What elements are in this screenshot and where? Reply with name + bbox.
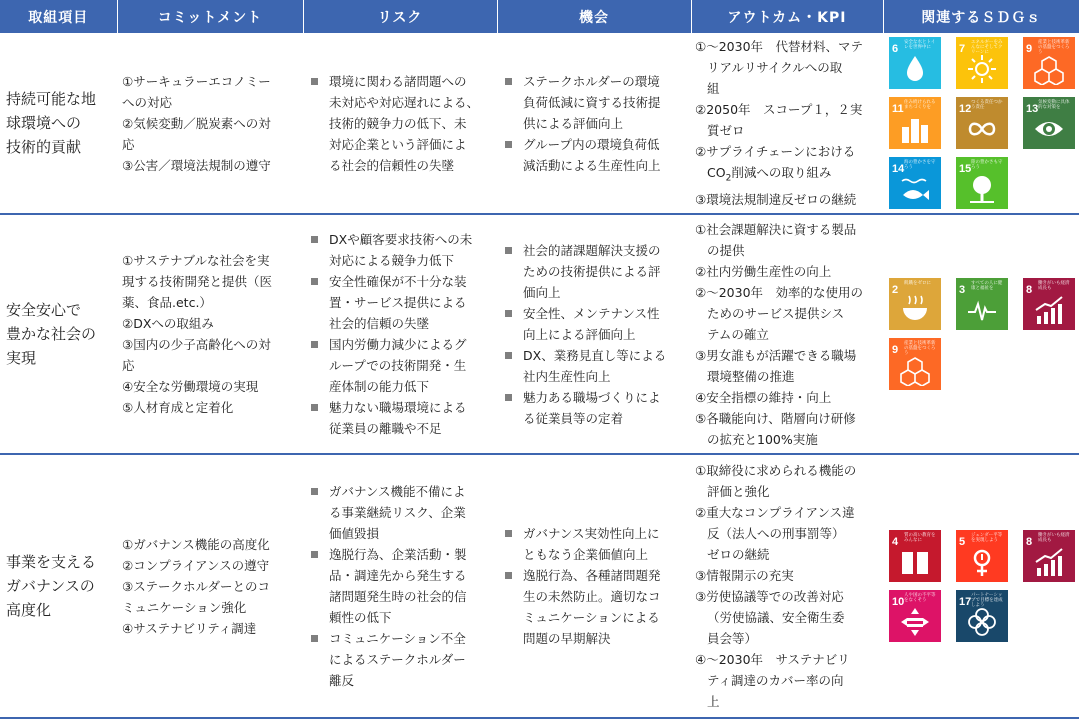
eye-globe-icon [1033,113,1065,145]
risk-line: 産体制の能力低下 [329,379,430,394]
sdg-caption: すべての人に健康と福祉を [971,281,1003,291]
commitment-item [122,555,297,576]
opportunity-line: 向上による評価向上 [523,326,636,342]
commitment-line: ③公害／環境法規制の遵守 [122,157,271,173]
risk-item [309,334,491,397]
opportunity-line: 社会的諸課題解決支援の [523,242,661,258]
kpi-item [695,141,879,190]
commitment-item [122,397,297,418]
opportunity-cell [497,33,691,214]
equality-icon [899,606,931,638]
sdg-tile-8 [1023,530,1075,582]
kpi-line: の提供 [707,242,745,258]
kpi-line: ⑤各職能向け、階層向け研修 [695,410,856,426]
kpi-line: （労使協議、安全衛生委 [707,610,845,625]
kpi-line: の拡充と100%実施 [707,431,818,447]
kpi-line: ①～2030年 代替材料、マテ [695,38,864,54]
kpi-item [695,586,879,649]
opportunity-line: DX、業務見直し等による [523,347,667,363]
sdg-tile-12 [956,97,1008,149]
area-title-line: 球環境への [6,114,82,132]
table-row [0,454,1079,718]
kpi-line: 上 [707,694,720,709]
opportunity-item [503,565,685,649]
sdg-number: 7 [959,43,966,55]
city-icon [899,113,931,145]
risk-line: 品・調達先から発生する [329,568,467,583]
risk-item [309,628,491,691]
commitment-item [122,376,297,397]
kpi-item [695,649,879,712]
opportunity-line: ための技術提供による評 [523,263,661,279]
header-row [0,0,1079,33]
sdg-caption: 質の高い教育をみんなに [904,533,936,543]
kpi-line: ②2050年 スコープ１，２実 [695,101,863,117]
risk-line: ガバナンス機能不備によ [329,484,466,499]
opportunity-line: グループ内の環境負荷低 [523,136,660,152]
opportunity-line: 生の未然防止。適切なコ [523,589,661,604]
risk-line: 環境に関わる諸問題への [329,73,467,89]
kpi-item [695,502,879,565]
kpi-item [695,36,879,99]
area-cell [0,33,117,214]
kpi-item [695,99,879,141]
risk-item [309,229,491,271]
sdg-number: 12 [959,103,972,115]
kpi-item [695,460,879,502]
commitment-item [122,576,297,618]
sdg-tile-17 [956,590,1008,642]
sdg-tile-14 [889,157,941,209]
sdg-number: 9 [892,344,899,356]
sdg-caption: 産業と技術革新の基盤をつくろう [904,341,936,356]
sdg-number: 15 [959,163,972,175]
commitment-item [122,618,297,639]
header-risk: リスク [303,0,497,33]
kpi-line: ゼロの継続 [707,547,770,562]
opportunity-line: ともなう企業価値向上 [523,547,649,562]
opportunity-line: ガバナンス実効性向上に [523,526,660,541]
flower-icon [966,606,998,638]
sdg-tile-10 [889,590,941,642]
area-title-line: 高度化 [6,601,52,619]
opportunity-cell [497,454,691,718]
sdg-tile-9 [889,338,941,390]
commitment-item [122,155,297,176]
kpi-line: ③情報開示の充実 [695,568,794,583]
commitment-line: ①サーキュラーエコノミー [122,73,271,89]
risk-item [309,397,491,439]
sdg-number: 13 [1026,103,1039,115]
header-area: 取組項目 [0,0,117,33]
sdg-tile-2 [889,278,941,330]
kpi-line: ①取締役に求められる機能の [695,463,857,478]
commitment-line: ②DXへの取組み [122,316,214,331]
commitment-line: 現する技術開発と提供（医 [122,274,273,289]
opportunity-line: 逸脱行為、各種諸問題発 [523,568,661,583]
opportunity-item [503,387,685,429]
sdg-number: 11 [892,103,904,115]
risk-line: 離反 [329,673,355,688]
header-kpi: アウトカム・KPI [691,0,883,33]
risk-line: 対応による競争力低下 [329,253,455,268]
opportunity-line: 安全性、メンテナンス性 [523,305,660,321]
commitment-line: 応 [122,358,135,373]
kpi-item [695,387,879,408]
kpi-line: ④安全指標の維持・向上 [695,389,832,405]
opportunity-list [503,71,685,176]
sdg-number: 8 [1026,284,1033,296]
risk-line: DXや顧客要求技術への未 [329,232,473,247]
kpi-line: 評価と強化 [707,484,770,499]
commitment-line: ①ガバナンス機能の高度化 [122,536,270,552]
kpi-line: $CO_2$削減への取り組み [707,164,832,184]
sdg-caption: 気候変動に具体的な対策を [1038,100,1070,110]
kpi-item [695,219,879,261]
kpi-item [695,261,879,282]
risk-line: 安全性確保が不十分な装 [329,274,467,289]
sdg-tile-4 [889,530,941,582]
kpi-item [695,282,879,345]
commitment-line: ②気候変動／脱炭素への対 [122,115,271,131]
sdg-caption: パートナーシップで目標を達成しよう [971,593,1003,608]
growth-chart-icon [1033,294,1065,326]
opportunity-cell [497,214,691,454]
opportunity-line: 問題の早期解決 [523,631,611,646]
kpi-line: ④～2030年 サステナビリ [695,652,850,667]
water-drop-icon [899,53,931,85]
commitment-item [122,534,297,555]
risk-item [309,481,491,544]
sdg-number: 2 [892,284,899,296]
sdg-number: 17 [959,596,972,608]
commitment-line: ④安全な労働環境の実現 [122,379,259,394]
kpi-line: ③環境法規制違反ゼロの継続 [695,192,857,208]
kpi-item [695,408,879,450]
kpi-line: ティ調達のカバー率の向 [707,673,844,688]
kpi-line: 環境整備の推進 [707,368,795,384]
opportunity-item [503,240,685,303]
sdg-tile-9 [1023,37,1075,89]
sdg-caption: つくる責任つかう責任 [971,100,1003,110]
risk-line: 置・サービス提供による [329,295,467,310]
area-title-line: 持続可能な地 [6,90,97,108]
sdgs-cell [883,33,1079,214]
risk-line: コミュニケーション不全 [329,631,466,646]
risk-item [309,544,491,628]
commitment-cell [117,33,303,214]
kpi-line: ためのサービス提供シス [707,305,845,321]
header-opportunity: 機会 [497,0,691,33]
opportunity-line: 価向上 [523,284,561,300]
kpi-line: ②重大なコンプライアンス違 [695,505,855,520]
sdg-tile-5 [956,530,1008,582]
kpi-line: ②サプライチェーンにおける [695,143,856,159]
tree-icon [966,173,998,205]
sdg-caption: 飢餓をゼロに [904,281,931,286]
area-title-line: 事業を支える [6,553,97,571]
commitment-item [122,313,297,334]
kpi-line: ③男女誰もが活躍できる職場 [695,347,857,363]
sdg-number: 10 [892,596,905,608]
opportunity-line: 社内生産性向上 [523,368,611,384]
opportunity-line: 負荷低減に資する技術提 [523,94,661,110]
opportunity-list [503,240,685,429]
risk-item [309,271,491,334]
cubes-icon [1033,53,1065,85]
commitment-item [122,113,297,155]
kpi-cell [691,214,883,454]
sdg-tile-13 [1023,97,1075,149]
kpi-line: ②～2030年 効率的な使用の [695,284,864,300]
kpi-item [695,189,879,210]
bowl-icon [899,294,931,326]
commitment-cell [117,454,303,718]
risk-line: 逸脱行為、企業活動・製 [329,547,467,562]
sdg-tile-15 [956,157,1008,209]
sdg-caption: 住み続けられるまちづくりを [904,100,936,110]
risk-line: 価値毀損 [329,526,380,541]
commitment-line: ②コンプライアンスの遵守 [122,557,270,573]
risk-line: 社会的信頼の失墜 [329,316,430,331]
area-cell [0,214,117,454]
commitment-line: ④サステナビリティ調達 [122,620,257,636]
commitment-line: ③ステークホルダーとのコ [122,578,270,594]
sdg-caption: 働きがいも経済成長も [1038,281,1070,291]
risk-line: 技術的競争力の低下、未 [329,115,467,131]
sdg-caption: 陸の豊かさも守ろう [971,160,1003,170]
kpi-line: テムの確立 [707,326,769,342]
sdg-tile-7 [956,37,1008,89]
infinity-icon [966,113,998,145]
risk-line: る社会的信頼性の失墜 [329,157,455,173]
commitment-line: 薬、食品.etc.） [122,295,212,310]
risk-line: 国内労働力減少によるグ [329,337,467,352]
risk-cell [303,454,497,718]
opportunity-line: ミュニケーションによる [523,610,660,625]
kpi-item [695,565,879,586]
risk-line: 対応企業という評価によ [329,136,467,152]
commitment-item [122,334,297,376]
commitment-line: ⑤人材育成と定着化 [122,400,234,415]
header-commitment: コミットメント [117,0,303,33]
commitment-line: への対応 [122,94,173,110]
kpi-line: 質ゼロ [707,122,745,138]
book-icon [899,546,931,578]
opportunity-list [503,523,685,649]
gender-icon [966,546,998,578]
sdg-caption: ジェンダー平等を実現しよう [971,533,1003,543]
risk-line: ループでの技術開発・生 [329,358,467,373]
fish-icon [899,173,931,205]
kpi-line: リアルリサイクルへの取 [707,59,843,75]
commitment-line: 応 [122,136,135,152]
sdg-tile-11 [889,97,941,149]
sdg-number: 14 [892,163,905,175]
opportunity-line: る従業員等の定着 [523,410,624,426]
opportunity-line: 供による評価向上 [523,115,624,131]
sdg-caption: 産業と技術革新の基盤をつくろう [1038,40,1070,55]
sdg-number: 8 [1026,536,1033,548]
commitment-line: ③国内の少子高齢化への対 [122,337,271,352]
area-title-line: 技術的貢献 [6,138,82,156]
kpi-cell [691,33,883,214]
table-row [0,214,1079,454]
sdg-tile-8 [1023,278,1075,330]
opportunity-item [503,134,685,176]
risk-list [309,481,491,691]
risk-cell [303,33,497,214]
opportunity-line: 減活動による生産性向上 [523,157,661,173]
kpi-item [695,345,879,387]
commitment-line: ミュニケーション強化 [122,599,247,615]
risk-line: 従業員の離職や不足 [329,421,442,436]
risk-line: る事業継続リスク、企業 [329,505,466,520]
sdg-number: 9 [1026,43,1033,55]
risk-line: 諸問題発生時の社会的信 [329,589,467,604]
risk-line: 未対応や対応遅れによる、 [329,94,480,110]
sdg-number: 3 [959,284,966,296]
header-sdgs: 関連するＳＤＧｓ [883,0,1079,33]
commitment-item [122,250,297,313]
cubes-icon [899,354,931,386]
kpi-line: 組 [707,80,720,96]
sdg-caption: 働きがいも経済成長も [1038,533,1070,543]
sdgs-cell [883,214,1079,454]
commitment-item [122,71,297,113]
sun-icon [966,53,998,85]
sdg-grid [889,37,1079,209]
kpi-line: 員会等） [707,631,758,646]
sdg-grid [889,278,1079,390]
sdg-caption: エネルギーをみんなにそしてクリーンに [971,40,1003,55]
area-title-line: ガバナンスの [6,577,95,595]
risk-item [309,71,491,176]
opportunity-line: ステークホルダーの環境 [523,73,660,89]
risk-cell [303,214,497,454]
sdg-caption: 安全な水とトイレを世界中に [904,40,936,50]
opportunity-item [503,345,685,387]
sdgs-cell [883,454,1079,718]
risk-line: 頼性の低下 [329,610,392,625]
kpi-line: ①社会課題解決に資する製品 [695,221,857,237]
sdg-caption: 人や国の不平等をなくそう [904,593,936,603]
sdg-grid [889,530,1079,642]
risk-list [309,229,491,439]
sdg-number: 5 [959,536,966,548]
sdg-caption: 海の豊かさを守ろう [904,160,936,170]
commitment-line: ①サステナブルな社会を実 [122,253,270,268]
kpi-line: ③労使協議等での改善対応 [695,589,844,604]
opportunity-item [503,523,685,565]
sdg-number: 6 [892,43,899,55]
kpi-cell [691,454,883,718]
opportunity-item [503,303,685,345]
commitment-cell [117,214,303,454]
opportunity-item [503,71,685,134]
sdg-tile-3 [956,278,1008,330]
table-row [0,33,1079,214]
area-cell [0,454,117,718]
area-title-line: 安全安心で [6,301,82,319]
heartbeat-icon [966,294,998,326]
sdg-tile-6 [889,37,941,89]
risk-line: 魅力ない職場環境による [329,400,467,415]
growth-chart-icon [1033,546,1065,578]
sdg-number: 4 [892,536,899,548]
kpi-line: 反（法人への刑事罰等） [707,526,845,541]
area-title-line: 豊かな社会の [6,325,97,343]
risk-line: によるステークホルダー [329,652,466,667]
risk-list [309,71,491,176]
opportunity-line: 魅力ある職場づくりによ [523,389,661,405]
area-title-line: 実現 [6,349,37,367]
kpi-line: ②社内労働生産性の向上 [695,263,832,279]
